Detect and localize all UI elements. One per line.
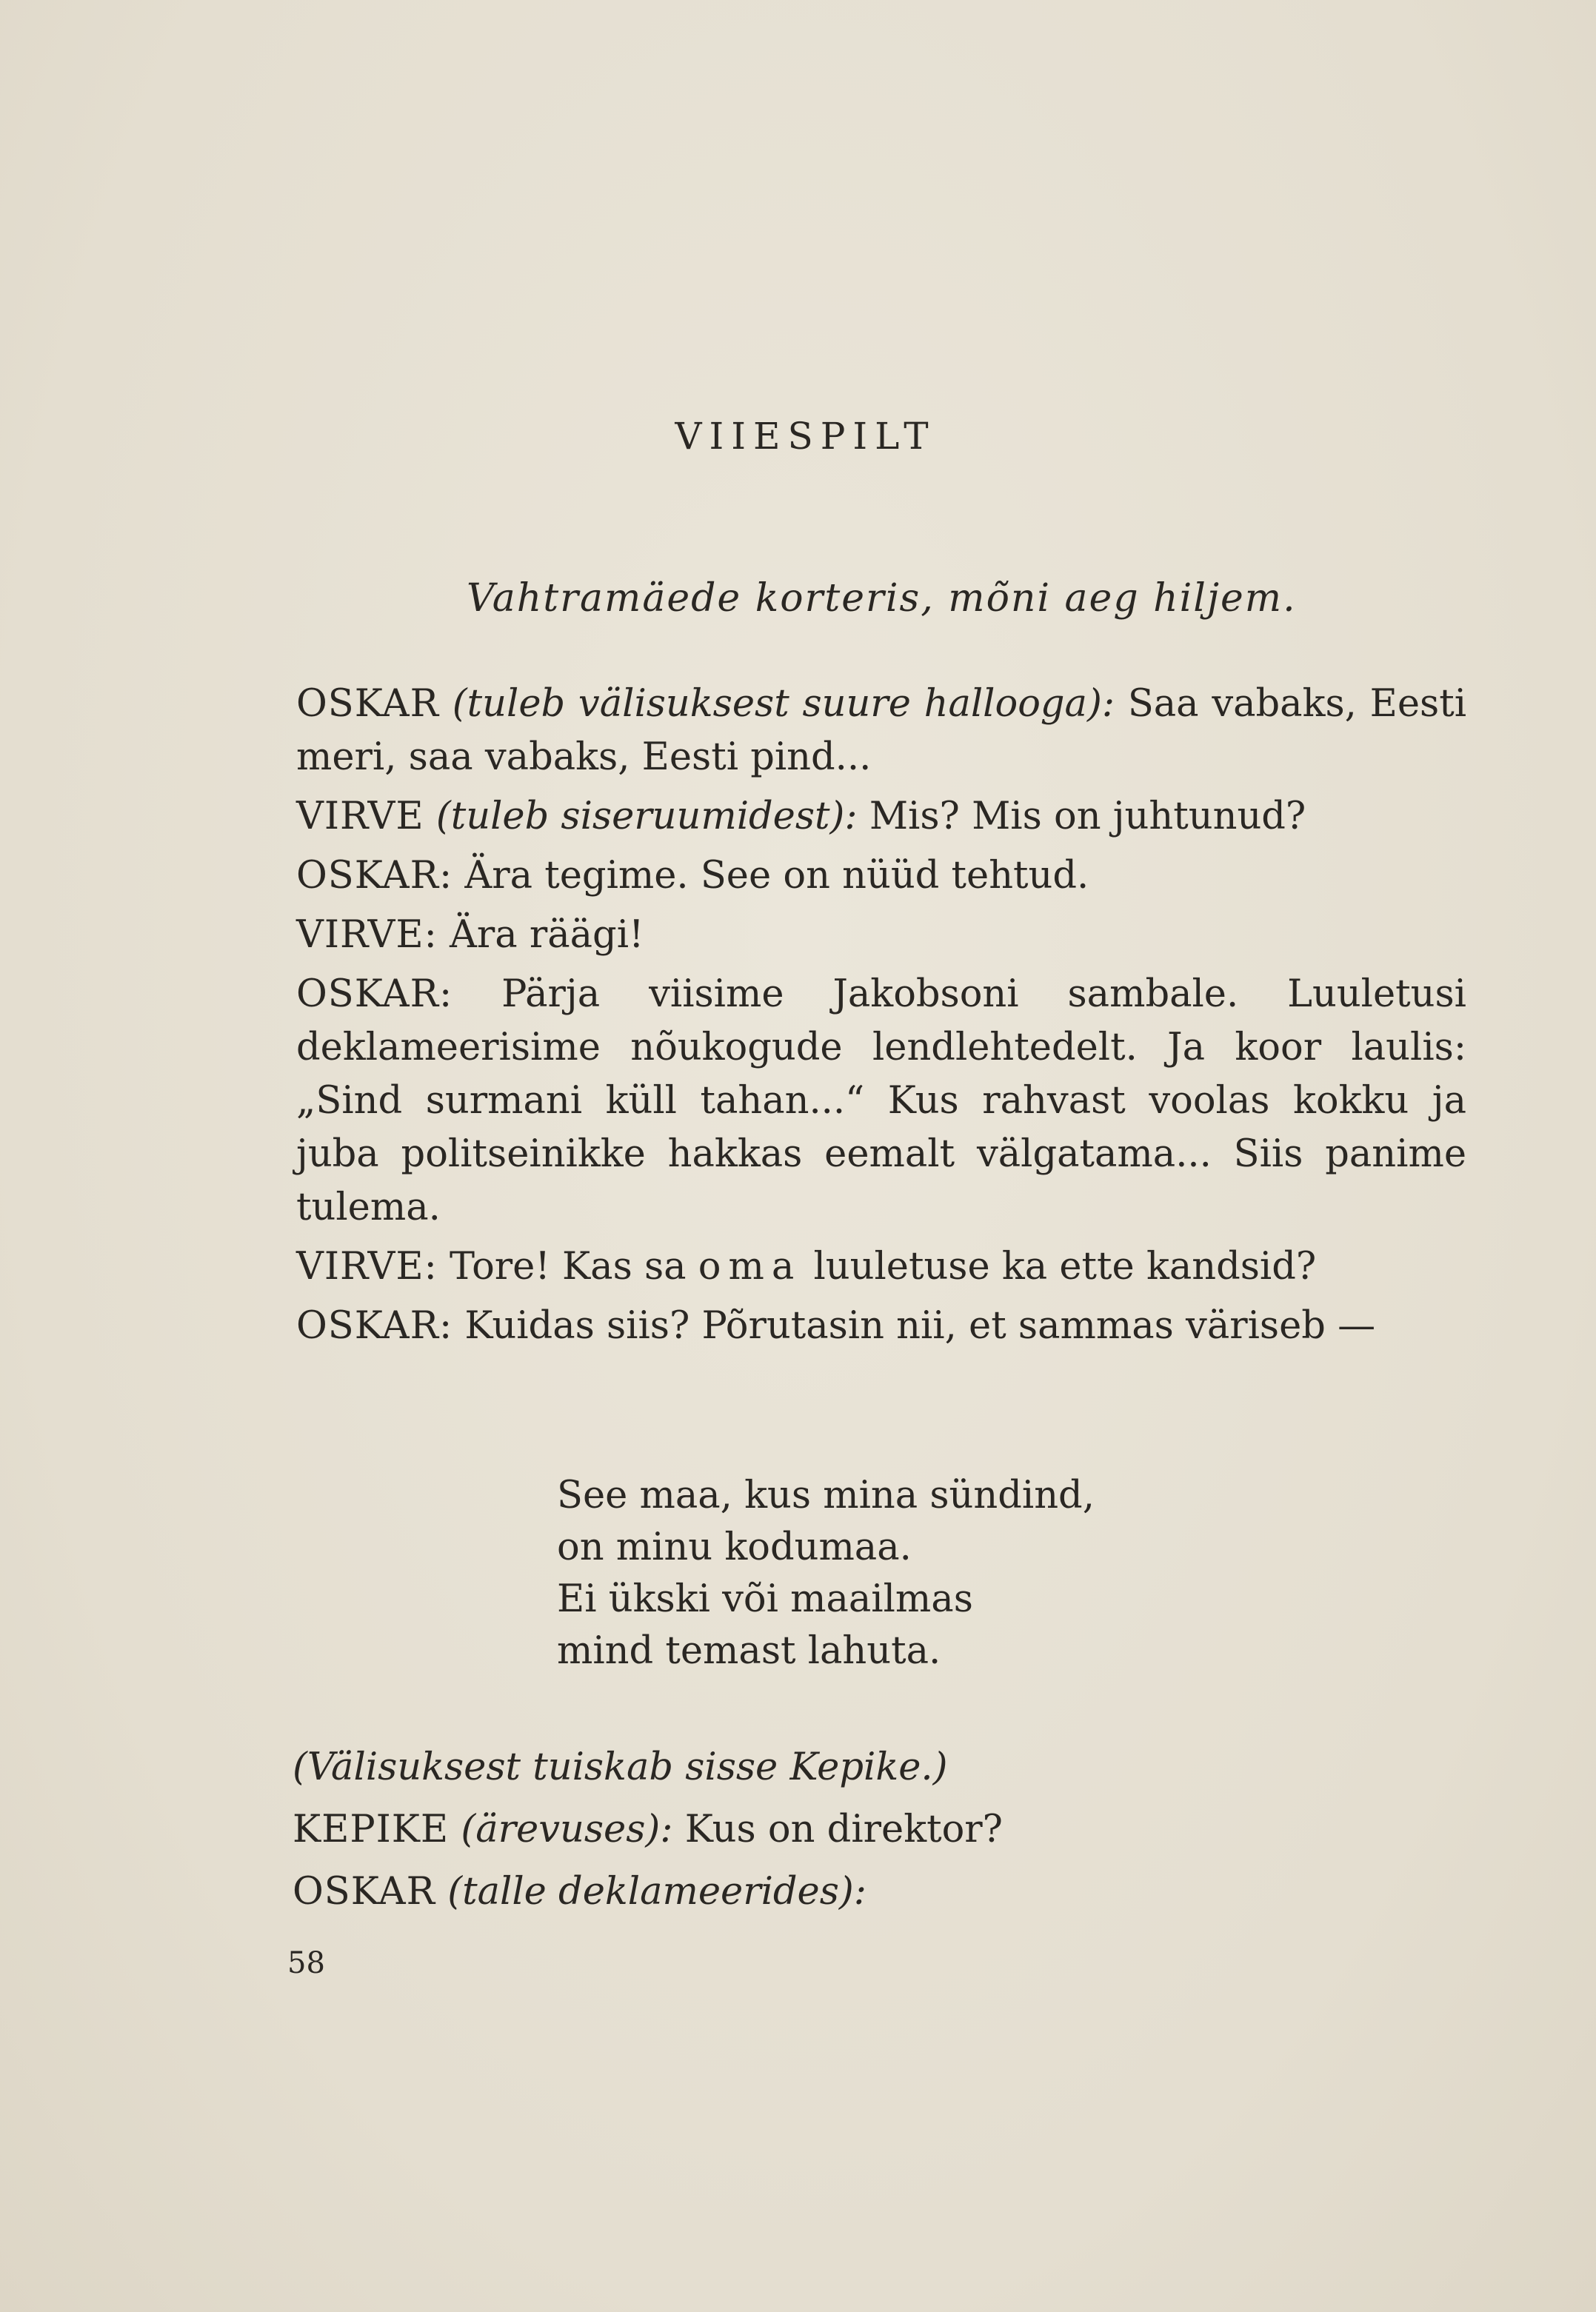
line-text: Mis? Mis on juhtunud? bbox=[869, 795, 1306, 838]
speaker-name: VIRVE: bbox=[296, 1245, 438, 1289]
dialogue-line-4 bbox=[296, 909, 1466, 962]
dialogue-block bbox=[296, 678, 1466, 1353]
dialogue-line-3 bbox=[296, 849, 1466, 903]
scene-heading: VIIESPILT bbox=[675, 415, 936, 458]
line-text: Saa vabaks, Eesti meri, saa vabaks, Eesti pind... bbox=[296, 682, 1467, 779]
dialogue-line-kepike bbox=[293, 1799, 1478, 1861]
poem-line: Ei ükski või maailmas bbox=[557, 1577, 973, 1621]
line-text: Pärja viisime Jakobsoni sambale. Luuletusi deklameerisime nõukogude lendlehtedelt. Ja koor laulis: „Sind surmani küll tahan...“ Kus rahvast voolas kokku ja juba politseinikke hakkas eemalt välgatama... Siis panime tulema. bbox=[296, 972, 1466, 1229]
page-number: 58 bbox=[287, 1946, 325, 1980]
line-text: Ära räägi! bbox=[450, 913, 644, 957]
poem-line: See maa, kus mina sündind, bbox=[557, 1474, 1095, 1517]
line-text: Ära tegime. See on nüüd tehtud. bbox=[464, 854, 1089, 898]
line-text: Kuidas siis? Põrutasin nii, et sammas väriseb — bbox=[464, 1304, 1376, 1348]
dialogue-line-6 bbox=[296, 1240, 1466, 1294]
poem-line: mind temast lahuta. bbox=[557, 1629, 941, 1673]
scene-setting: Vahtramäede korteris, mõni aeg hiljem. bbox=[467, 576, 1297, 621]
dialogue-line-2 bbox=[296, 790, 1466, 843]
speaker-name: VIRVE: bbox=[296, 913, 438, 957]
stage-direction: (ärevuses): bbox=[461, 1808, 673, 1851]
emphasized-word: oma bbox=[698, 1245, 802, 1289]
dialogue-line-oskar bbox=[293, 1861, 1478, 1923]
speaker-name: KEPIKE bbox=[293, 1808, 450, 1851]
dialogue-line-5 bbox=[296, 968, 1466, 1234]
speaker-name: OSKAR: bbox=[296, 1304, 453, 1348]
stage-direction: (Välisuksest tuiskab sisse Kepike.) bbox=[293, 1745, 948, 1789]
closing-block bbox=[293, 1737, 1478, 1923]
poem-stanza bbox=[557, 1470, 1095, 1677]
speaker-name: OSKAR: bbox=[296, 972, 453, 1016]
speaker-name: VIRVE bbox=[296, 795, 424, 838]
line-text: luuletuse ka ette kandsid? bbox=[813, 1245, 1317, 1289]
poem-line: on minu kodumaa. bbox=[557, 1526, 912, 1569]
stage-direction: (tuleb siseruumidest): bbox=[435, 795, 858, 838]
speaker-name: OSKAR bbox=[293, 1870, 436, 1914]
speaker-name: OSKAR bbox=[296, 682, 440, 726]
speaker-name: OSKAR: bbox=[296, 854, 453, 898]
line-text: Tore! Kas sa bbox=[450, 1245, 687, 1289]
stage-direction: (tuleb välisuksest suure hallooga): bbox=[452, 682, 1115, 726]
stage-direction: (talle deklameerides): bbox=[447, 1870, 867, 1914]
dialogue-line-1 bbox=[296, 678, 1466, 784]
dialogue-line-7 bbox=[296, 1300, 1466, 1353]
line-text: Kus on direktor? bbox=[684, 1808, 1004, 1851]
